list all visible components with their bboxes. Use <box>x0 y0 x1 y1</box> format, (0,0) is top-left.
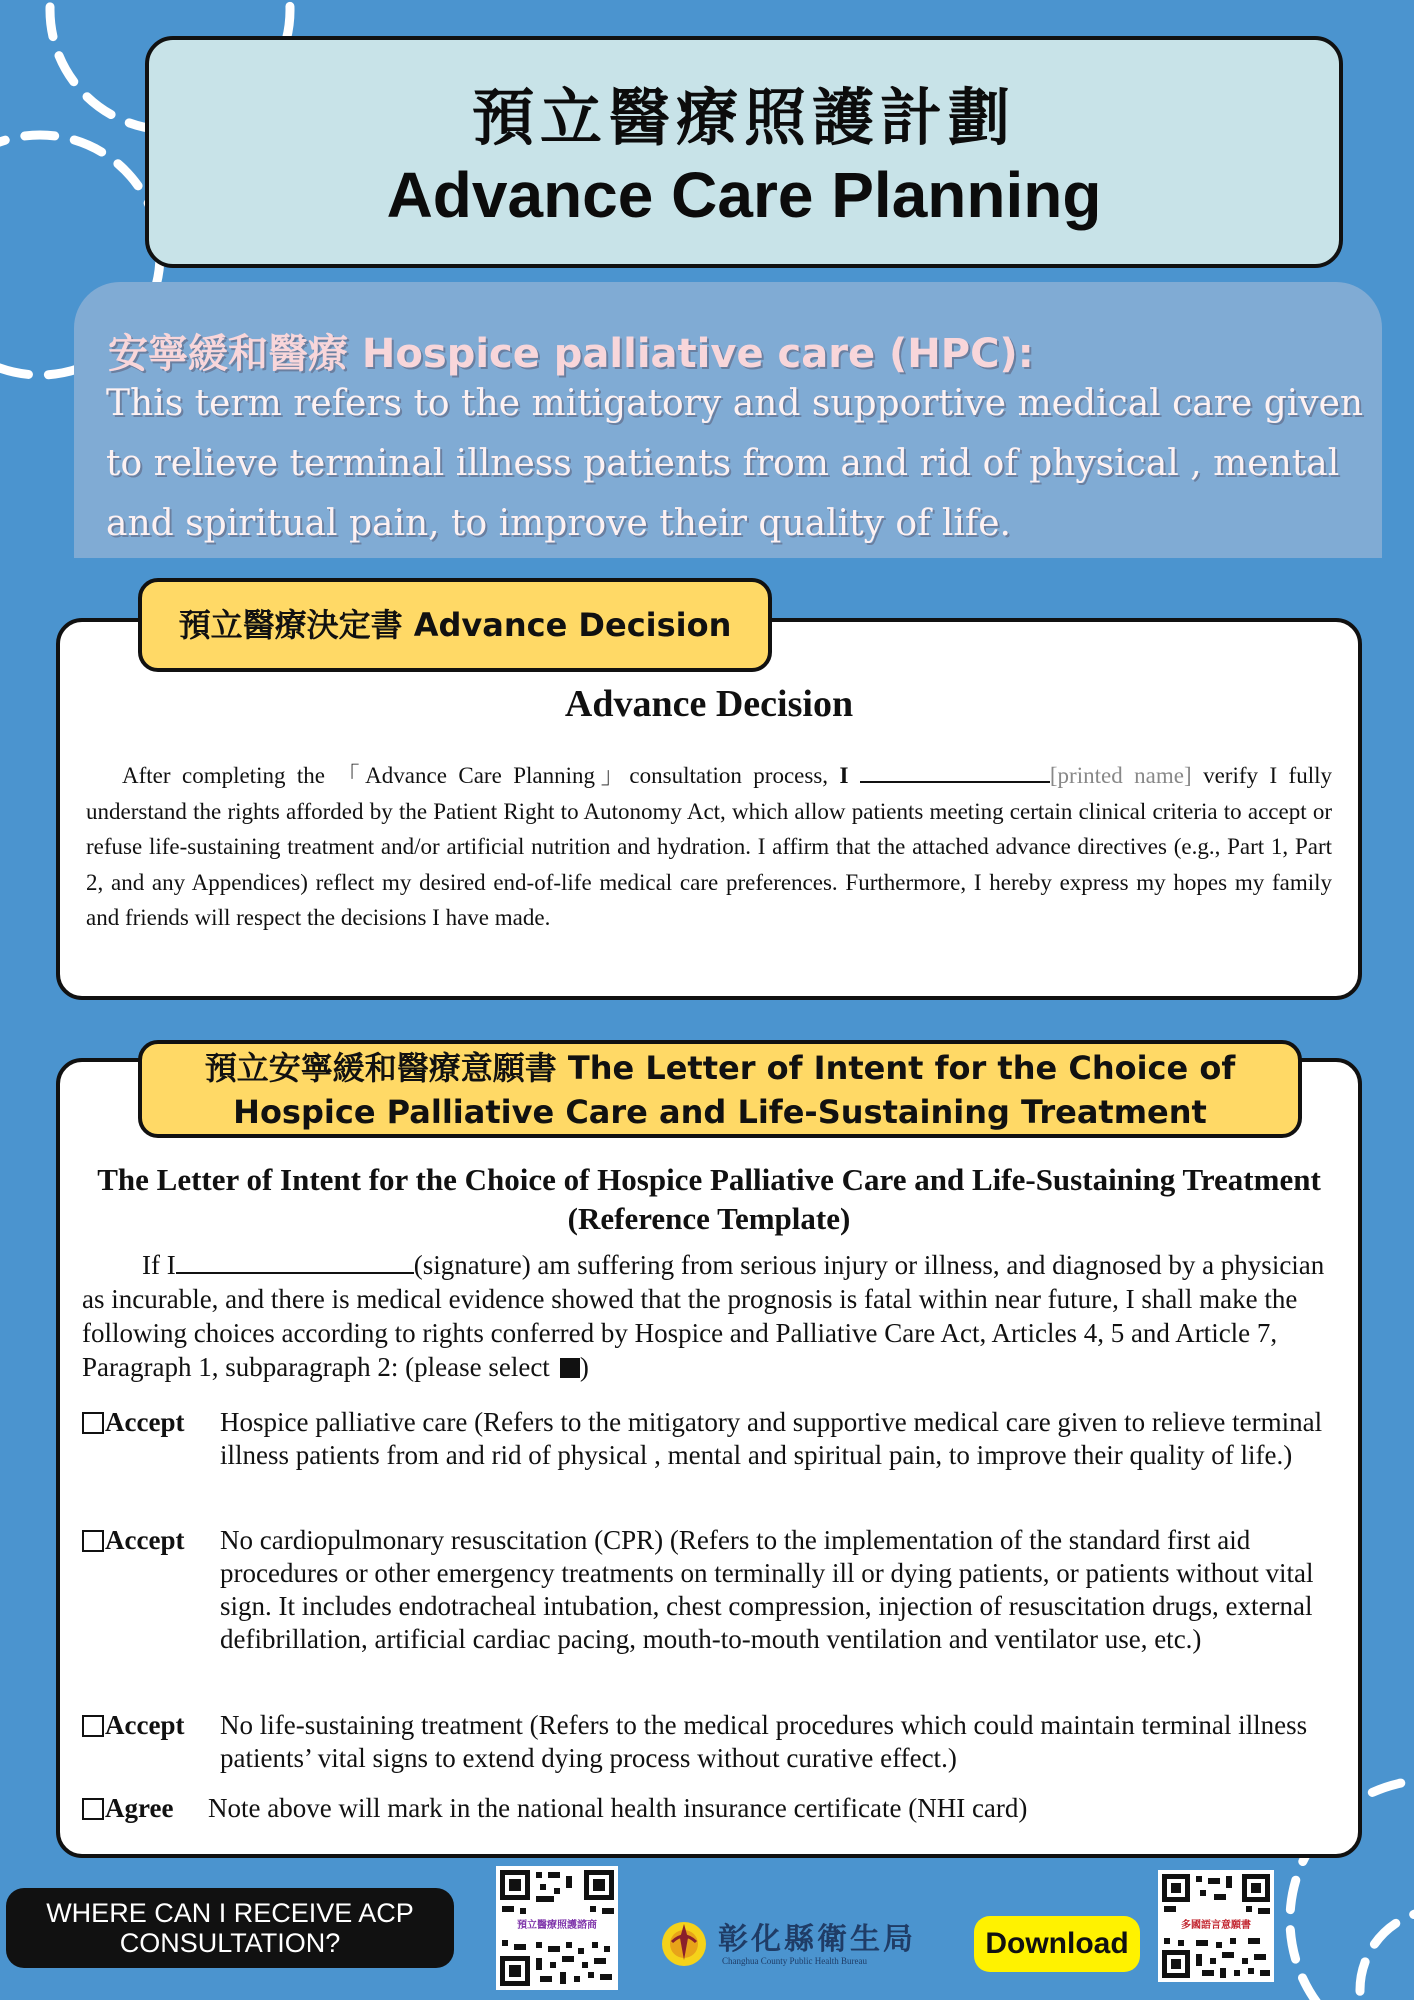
advance-decision-panel <box>56 618 1362 1000</box>
advance-decision-tag: 預立醫療決定書 Advance Decision <box>138 578 772 672</box>
intro-rest: (signature) am suffering from serious injury or illness, and diagnosed by a physician as incurable, and there is medical evidence showed that the prognosis is fatal within near future, I shall make the following choices according to rights conferred by Hospice and Palliative Care Act, Articles 4, 5 and Article 7, Paragraph 1, subparagraph 2: (please select <box>82 1250 1325 1382</box>
where-line2: CONSULTATION? <box>119 1928 341 1958</box>
letter-of-intent-tag-line2: Hospice Palliative Care and Life-Sustaining Treatment <box>233 1093 1207 1131</box>
hpc-description: This term refers to the mitigatory and supportive medical care given to relieve terminal illness patients from and rid of physical , mental and spiritual pain, to improve their quality of life. <box>106 383 1364 544</box>
option-label <box>82 1406 184 1439</box>
advance-decision-text <box>86 758 1332 936</box>
option-no-life-sustaining <box>82 1709 1332 1775</box>
qr-code-label: 多國語言意願書 <box>1164 1918 1268 1934</box>
printed-name-blank <box>860 761 1050 783</box>
intro-end: ) <box>579 1352 589 1382</box>
page-title-chinese: 預立醫療照護計劃 <box>471 81 1016 154</box>
option-no-cpr <box>82 1524 1332 1656</box>
page-title-english: Advance Care Planning <box>386 159 1102 231</box>
option-label-text: Agree <box>105 1793 174 1823</box>
option-text: No life-sustaining treatment (Refers to the medical procedures which could maintain terminal illness patients’ vital signs to extend dying process without curative effect.) <box>220 1710 1308 1773</box>
option-label <box>82 1709 184 1742</box>
signature-blank <box>176 1250 414 1274</box>
option-label-text: Accept <box>105 1525 185 1555</box>
hpc-definition-box <box>74 282 1382 558</box>
bureau-name-chinese: 彰化縣衛生局 <box>718 1922 916 1957</box>
option-label <box>82 1792 173 1825</box>
title-box <box>145 36 1343 268</box>
bureau-name-english: Changhua County Public Health Bureau <box>722 1956 867 1966</box>
checkbox-icon[interactable] <box>82 1715 104 1737</box>
option-text: Hospice palliative care (Refers to the mitigatory and supportive medical care given to relieve terminal illness patients from and rid of physical , mental and spiritual pain, to improve their quality of life.) <box>220 1407 1323 1470</box>
letter-of-intent-intro <box>82 1248 1336 1384</box>
select-mark-icon <box>560 1358 580 1378</box>
letter-of-intent-tag-line1: 預立安寧緩和醫療意願書 The Letter of Intent for the Choice of <box>204 1049 1236 1087</box>
option-text: Note above will mark in the national health insurance certificate (NHI card) <box>208 1793 1028 1823</box>
letter-of-intent-doc-title: The Letter of Intent for the Choice of Hospice Palliative Care and Life-Sustaining Treatment (Reference Template) <box>97 1162 1321 1236</box>
acp-consultation-qr-code[interactable] <box>496 1866 618 1990</box>
intro-start: If I <box>142 1250 176 1280</box>
download-button[interactable]: Download <box>974 1916 1140 1972</box>
option-label <box>82 1524 184 1557</box>
hpc-heading: 安寧緩和醫療 Hospice palliative care (HPC): <box>108 331 1034 377</box>
where-line1: WHERE CAN I RECEIVE ACP <box>46 1898 414 1928</box>
advance-decision-text-start: After completing the 「Advance Care Planning」consultation process, <box>122 763 840 788</box>
option-hospice-care <box>82 1406 1332 1472</box>
letter-of-intent-tag <box>138 1040 1302 1138</box>
letter-of-intent-panel <box>56 1058 1362 1858</box>
checkbox-icon[interactable] <box>82 1798 104 1820</box>
advance-decision-pronoun: I <box>839 763 849 788</box>
checkbox-icon[interactable] <box>82 1530 104 1552</box>
printed-name-hint: [printed name] <box>1049 763 1192 788</box>
advance-decision-doc-title: Advance Decision <box>564 683 854 725</box>
bureau-logo-icon <box>658 1916 710 1968</box>
where-acp-consultation-badge <box>6 1888 454 1968</box>
multilingual-letter-qr-code[interactable] <box>1158 1870 1274 1982</box>
option-nhi-card <box>82 1792 1332 1825</box>
checkbox-icon[interactable] <box>82 1412 104 1434</box>
option-label-text: Accept <box>105 1710 185 1740</box>
advance-decision-text-rest: verify I fully understand the rights afforded by the Patient Right to Autonomy Act, which allow patients meeting certain clinical criteria to accept or refuse life-sustaining treatment and/or artificial nutrition and hydration. I affirm that the attached advance directives (e.g., Part 1, Part 2, and any Appendices) reflect my desired end-of-life medical care preferences. Furthermore, I hereby express my hopes my family and friends will respect the decisions I have made. <box>86 763 1332 930</box>
option-label-text: Accept <box>105 1407 185 1437</box>
option-text: No cardiopulmonary resuscitation (CPR) (Refers to the implementation of the standard first aid procedures or other emergency treatments on terminally ill or dying patients, or patients without vital sign. It includes endotracheal intubation, chest compression, injection of resuscitation drugs, external defibrillation, artificial cardiac pacing, mouth-to-mouth ventilation and ventilator use, etc.) <box>220 1525 1314 1654</box>
qr-code-label: 預立醫療照護諮商 <box>502 1918 612 1934</box>
